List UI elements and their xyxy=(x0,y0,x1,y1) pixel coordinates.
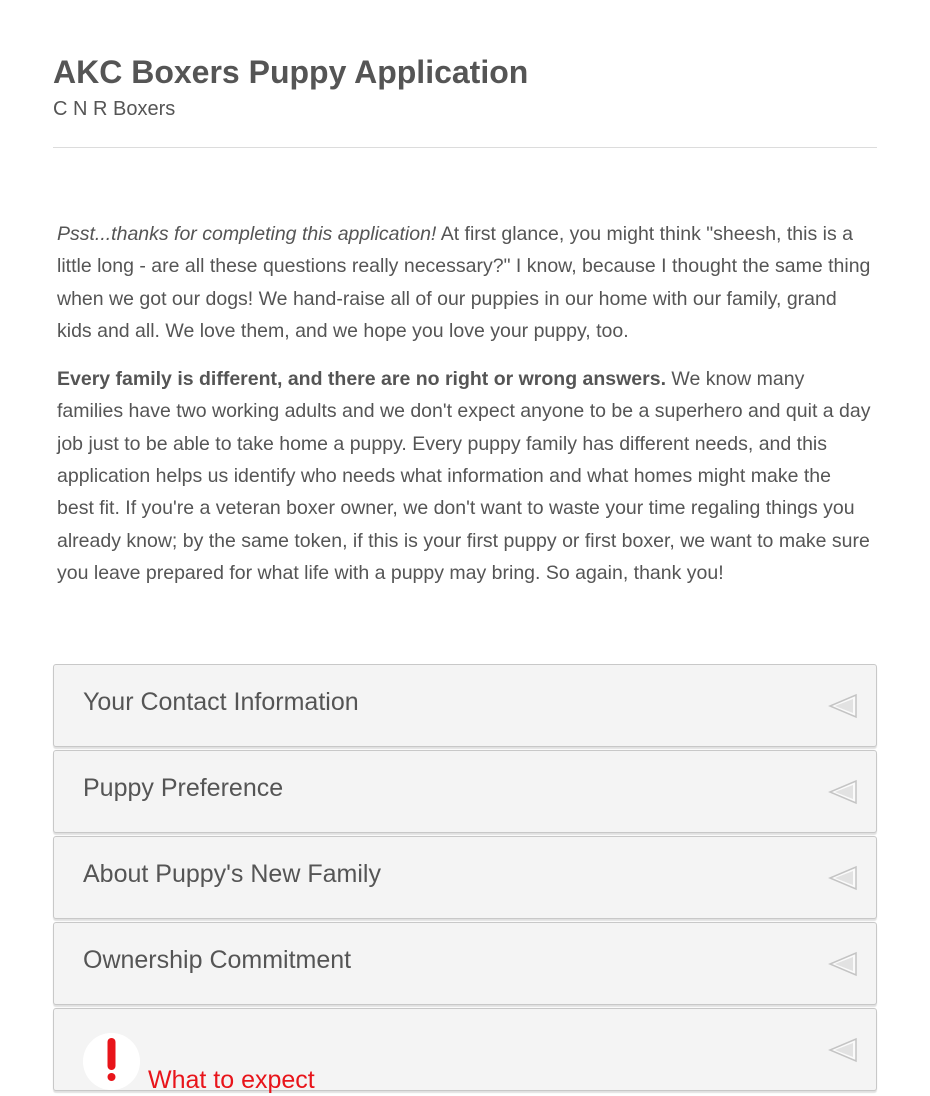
intro-bold: Every family is different, and there are no right or wrong answers. xyxy=(57,368,666,391)
form-sections xyxy=(53,664,877,1094)
section-label: What to expect xyxy=(148,1066,315,1094)
triangle-left-icon[interactable] xyxy=(828,693,858,719)
section-contact-information[interactable] xyxy=(53,664,877,747)
section-label: About Puppy's New Family xyxy=(83,860,381,888)
triangle-left-icon[interactable] xyxy=(828,865,858,891)
section-label: Your Contact Information xyxy=(83,688,359,716)
intro-paragraph-1 xyxy=(57,218,873,347)
section-puppy-family[interactable] xyxy=(53,836,877,919)
triangle-left-icon[interactable] xyxy=(828,779,858,805)
triangle-left-icon[interactable] xyxy=(828,1037,858,1063)
intro-paragraph-2 xyxy=(57,363,873,589)
exclamation-icon xyxy=(83,1033,140,1090)
triangle-left-icon[interactable] xyxy=(828,951,858,977)
section-ownership-commitment[interactable] xyxy=(53,922,877,1005)
page-title: AKC Boxers Puppy Application xyxy=(53,54,529,90)
intro-emphasis: Psst...thanks for completing this application! xyxy=(57,223,437,245)
intro-paragraph-2-text: We know many families have two working adults and we don't expect anyone to be a superhero and quit a day job just to be able to take home a puppy. Every puppy family has different needs, and this application helps us identify who needs what information and what homes might make the best fit. If you're a veteran boxer owner, we don't want to waste your time regaling things you already know; by the same token, if this is your first puppy or first boxer, we want to make sure you leave prepared for what life with a puppy may bring. So again, thank you! xyxy=(57,368,871,584)
intro-paragraph-1-text: At first glance, you might think "sheesh, this is a little long - are all these questions really necessary?" I know, because I thought the same thing when we got our dogs! We hand-raise all of our puppies in our home with our family, grand kids and all. We love them, and we hope you love your puppy, too. xyxy=(57,223,871,342)
section-what-to-expect[interactable] xyxy=(53,1008,877,1094)
header-divider xyxy=(53,147,877,148)
intro-text xyxy=(53,218,877,589)
section-label: Puppy Preference xyxy=(83,774,284,802)
form-page xyxy=(53,0,877,1094)
page-subtitle: C N R Boxers xyxy=(53,98,176,120)
section-puppy-preference[interactable] xyxy=(53,750,877,833)
section-label: Ownership Commitment xyxy=(83,946,352,974)
